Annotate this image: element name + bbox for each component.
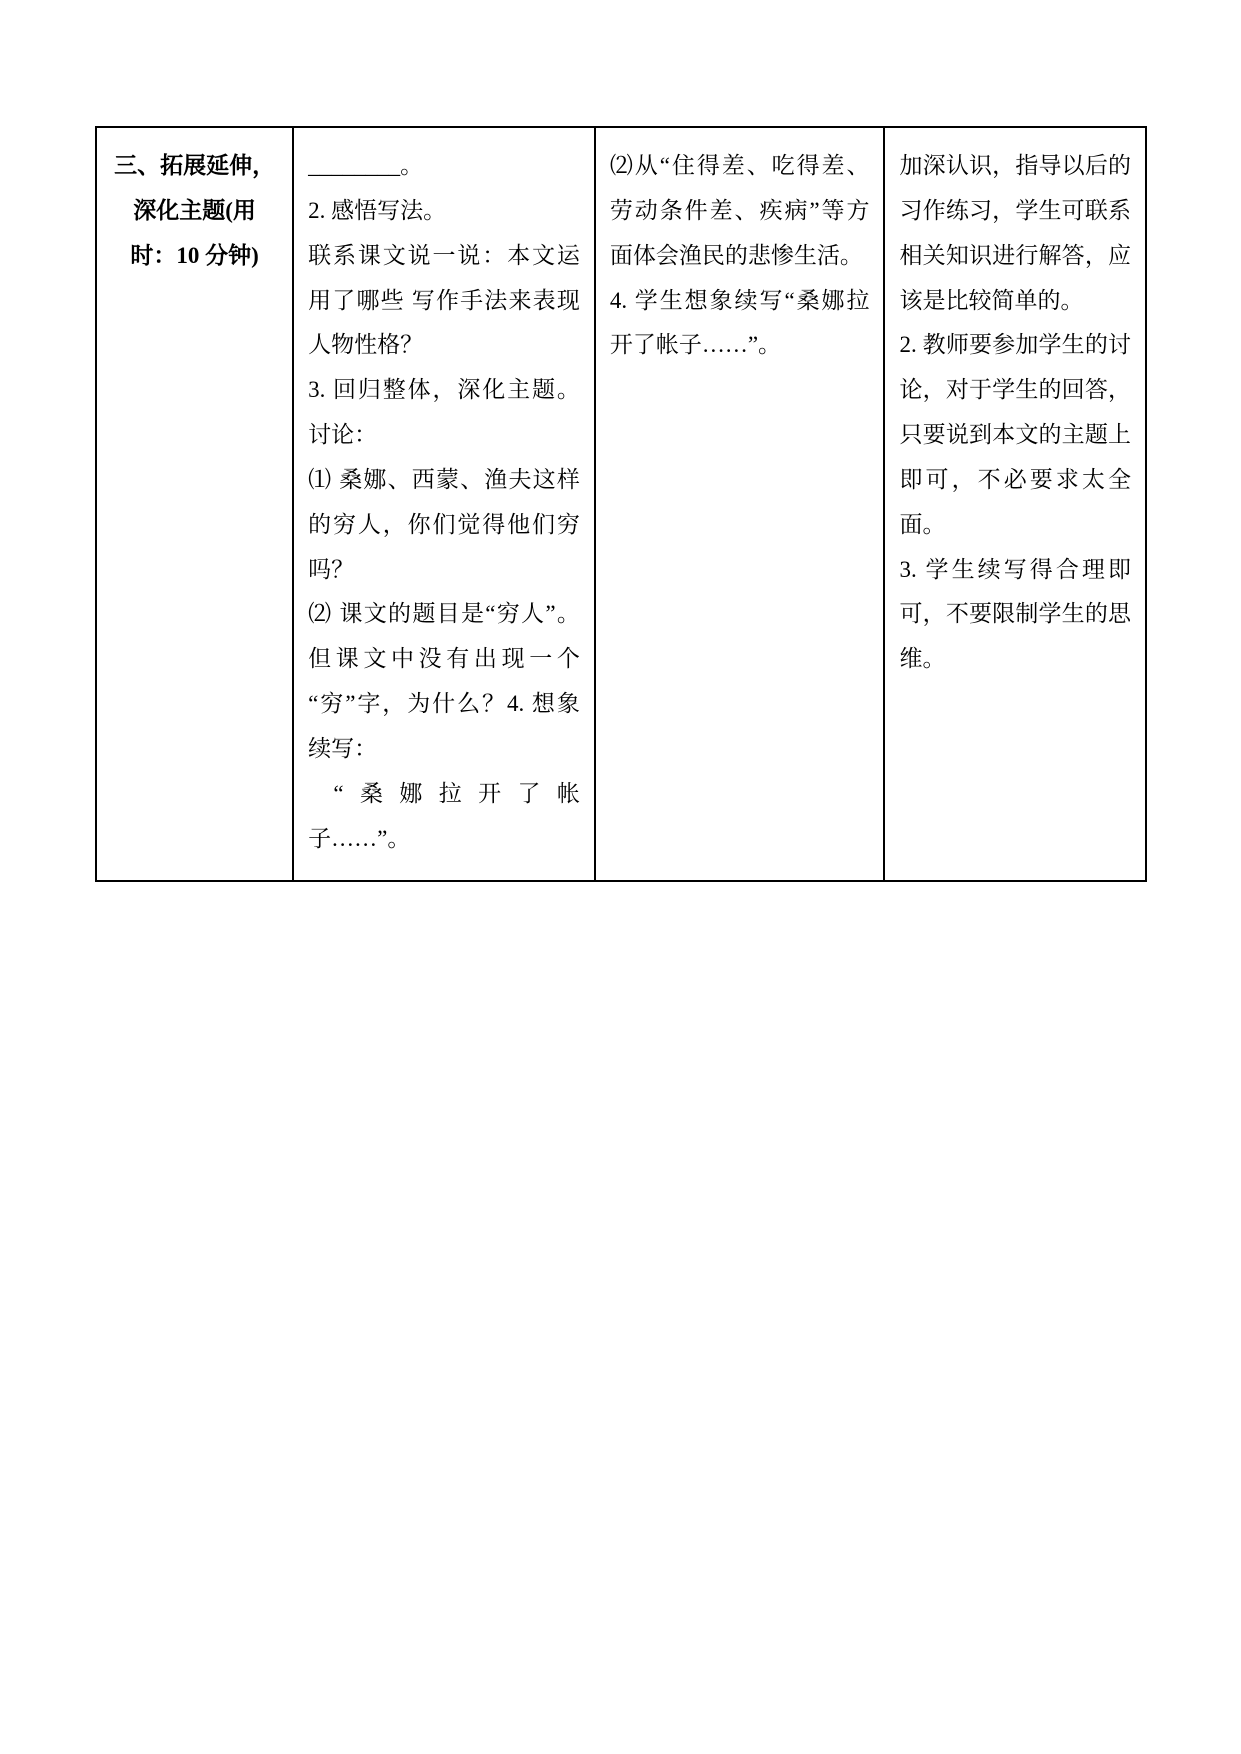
stage-line-3: 时：10 分钟)	[130, 242, 259, 268]
activity-cell	[595, 127, 885, 881]
stage-cell	[96, 127, 293, 881]
notes-paragraph-3: 3. 学生续写得合理即可，不要限制学生的思维。	[899, 556, 1131, 672]
stage-line-1: 三、拓展延伸，	[114, 153, 276, 178]
table-row	[96, 127, 1146, 881]
notes-paragraph-2: 2. 教师要参加学生的讨论，对于学生的回答，只要说到本文的主题上即可，不必要求太全面。	[899, 332, 1131, 537]
activity-paragraph-2: 4. 学生想象续写“桑娜拉开了帐子……”。	[609, 287, 870, 358]
process-paragraph-3: 联系课文说一说：本文运用了哪些 写作手法来表现人物性格？	[308, 242, 580, 358]
process-paragraph-7: “桑娜拉开了帐子……”。	[308, 780, 580, 851]
lesson-plan-table	[95, 126, 1147, 882]
stage-line-2: 深化主题(用	[133, 197, 256, 223]
process-paragraph-6: ⑵ 课文的题目是“穷人”。但课文中没有出现一个“穷”字，为什么？4. 想象续写：	[308, 601, 580, 761]
activity-paragraph-1: ⑵从“住得差、吃得差、劳动条件差、疾病”等方面体会渔民的悲惨生活。	[609, 153, 870, 268]
process-paragraph-5: ⑴ 桑娜、西蒙、渔夫这样的穷人，你们觉得他们穷吗？	[308, 466, 580, 582]
notes-cell	[884, 127, 1146, 881]
process-cell	[293, 127, 595, 881]
process-paragraph-2: 2. 感悟写法。	[308, 197, 447, 223]
process-paragraph-1: ________。	[308, 153, 424, 178]
process-paragraph-4: 3. 回归整体，深化主题。讨论：	[308, 377, 580, 448]
notes-paragraph-1: 加深认识，指导以后的习作练习，学生可联系相关知识进行解答，应该是比较简单的。	[899, 153, 1131, 313]
